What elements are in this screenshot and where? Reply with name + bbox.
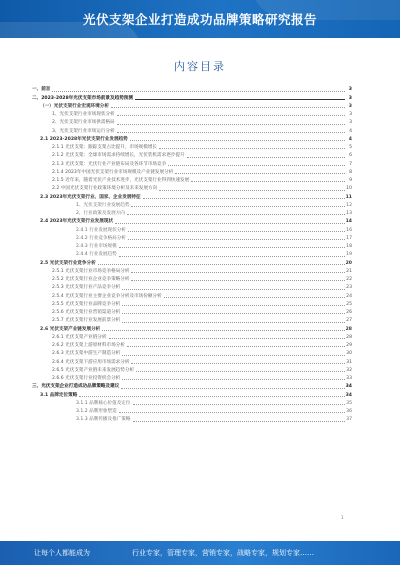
toc-entry-title: 三、光伏支架企业打造成功品牌策略及建议 <box>32 384 120 390</box>
toc-entry-title: 2.4.1 行业发展现状分析 <box>76 227 126 233</box>
toc-entry[interactable] <box>30 126 352 134</box>
toc-entry[interactable] <box>30 110 352 118</box>
toc-entry-title: 3.1.1 品牌核心价值及定位 <box>76 400 131 406</box>
toc-entry-title: 2.5.3 光伏支架行业产品竞争分析 <box>52 285 121 291</box>
toc-entry-title: 2.1.5 近年来，随着光伏产业技术进步，光伏支架行业得到快速发展 <box>52 178 190 183</box>
toc-entry-title: 2.1 2023-2028年光伏支架行业发展趋势 <box>40 136 128 142</box>
toc-entry[interactable] <box>30 184 352 192</box>
toc-entry-title: 2.4.3 行业市场规模 <box>76 244 117 249</box>
toc-entry-title: 2.5.4 光伏支架行业主要企业竞争分析及市场份额分析 <box>52 293 162 299</box>
toc-heading: 内容目录 <box>174 60 226 73</box>
footer-slogan-left: 让每个人都能成为 <box>34 549 90 557</box>
toc-dot-leader <box>135 99 345 100</box>
toc-entry-page: 36 <box>346 409 352 414</box>
toc-entry-page: 3 <box>348 87 352 93</box>
toc-entry[interactable] <box>30 324 352 332</box>
toc-dot-leader <box>127 346 345 347</box>
toc-entry-page: 32 <box>346 367 352 373</box>
toc-entry-title: 2.1.4 2023年中国光伏支架行业市场规模及产业链发展分析 <box>52 169 174 175</box>
toc-entry-page: 3 <box>349 120 352 126</box>
toc-entry-page: 10 <box>346 186 352 192</box>
toc-dot-leader <box>168 165 345 166</box>
toc-entry[interactable] <box>30 366 352 374</box>
toc-entry-page: 30 <box>346 351 352 357</box>
toc-dot-leader <box>131 280 345 281</box>
toc-dot-leader <box>159 190 345 191</box>
toc-entry-title: 2.5.2 光伏支架行业企业竞争策略分析 <box>52 277 130 282</box>
report-title: 光伏支架企业打造成功品牌策略研究报告 <box>82 12 317 27</box>
toc-entry[interactable] <box>30 201 352 209</box>
toc-entry[interactable] <box>30 258 352 266</box>
toc-dot-leader <box>122 379 345 380</box>
toc-entry-title: 1、光伏支架行业发展趋势 <box>76 202 130 208</box>
toc-entry[interactable] <box>30 159 352 167</box>
toc-entry-title: 2.6.3 光伏支架中游生产制造分析 <box>52 351 121 357</box>
toc-entry-title: 2、行业政策及发展方向 <box>76 211 125 216</box>
toc-entry-title: 2.6.1 光伏支架产业链分析 <box>52 334 107 340</box>
page-number: 1 <box>341 515 344 520</box>
toc-entry-title: 2.1.3 光伏支架：光伏行业产业链布局及各环节市场竞争 <box>52 161 167 167</box>
toc-entry[interactable] <box>30 283 352 291</box>
toc-entry-title: 2.5.6 光伏支架行业营销渠道分析 <box>52 310 121 315</box>
toc-dot-leader <box>128 231 345 232</box>
toc-entry-title: 2.5.7 光伏支架行业发展前景分析 <box>52 318 121 324</box>
toc-entry-page: 14 <box>345 219 352 225</box>
toc-dot-leader <box>130 140 345 141</box>
toc-entry-title: 2.4.2 行业竞争格局分析 <box>76 235 126 241</box>
toc-entry[interactable] <box>30 349 352 357</box>
toc-dot-leader <box>111 107 345 108</box>
toc-entry[interactable] <box>30 192 352 200</box>
toc-entry-page: 26 <box>346 310 352 315</box>
toc-entry[interactable] <box>30 275 352 283</box>
toc-entry-page: 9 <box>349 178 352 183</box>
report-header <box>0 0 400 38</box>
toc-entry[interactable] <box>30 168 352 176</box>
toc-entry-title: 2.5.5 光伏支架行业品牌竞争分析 <box>52 301 121 307</box>
toc-entry-title: 3、光伏支架行业市场运行分析 <box>52 128 115 134</box>
toc-entry-page: 33 <box>346 376 352 381</box>
toc-entry-page: 27 <box>346 318 352 324</box>
toc-entry[interactable] <box>30 291 352 299</box>
toc-dot-leader <box>136 371 345 372</box>
toc-entry-page: 37 <box>346 417 352 423</box>
toc-entry-page: 7 <box>349 161 352 167</box>
toc-entry-title: 3.1.3 品牌传播及推广策略 <box>76 417 131 423</box>
toc-dot-leader <box>109 338 346 339</box>
toc-entry[interactable] <box>30 267 352 275</box>
toc-entry-title: 2.1.2 光伏支架：全球市场需求持续增长，光伏装机需求逐步提升 <box>52 153 185 159</box>
toc-entry[interactable] <box>30 135 352 143</box>
toc-entry-page: 28 <box>346 334 352 340</box>
toc-entry[interactable] <box>30 250 352 258</box>
toc-entry[interactable] <box>30 300 352 308</box>
toc-entry-page: 16 <box>346 227 352 233</box>
toc-dot-leader <box>52 91 345 92</box>
toc-entry[interactable] <box>30 176 352 184</box>
toc-entry-page: 12 <box>346 202 352 208</box>
toc-entry-page: 28 <box>345 326 352 332</box>
toc-dot-leader <box>127 214 345 215</box>
toc-entry-title: 3.1 品牌定位策略 <box>40 392 78 398</box>
toc-dot-leader <box>115 223 345 224</box>
toc-entry[interactable] <box>30 225 352 233</box>
toc-entry-title: 2、光伏支架行业市场供需格局 <box>52 120 115 126</box>
toc-entry-title: 1、光伏支架行业市场现状分析 <box>52 112 115 117</box>
toc-entry-title: 2.6 光伏支架产业链发展分析 <box>40 326 101 332</box>
toc-entry[interactable] <box>30 85 352 93</box>
toc-entry-page: 18 <box>346 244 352 249</box>
toc-dot-leader <box>122 355 345 356</box>
toc-entry-title: 2.6.6 光伏支架行业投资机会分析 <box>52 376 121 381</box>
toc-dot-leader <box>119 412 345 413</box>
toc-entry-page: 25 <box>346 301 352 307</box>
toc-entry-title: 2.3 2023年光伏支架行业、国家、企业发展特征 <box>40 194 141 200</box>
footer-slogan-right: 行业专家，管理专家，营销专家，战略专家，规划专家…… <box>132 549 314 557</box>
toc-dot-leader <box>122 305 345 306</box>
toc-entry[interactable] <box>30 93 352 101</box>
toc-dot-leader <box>117 132 345 133</box>
toc-entry-page: 6 <box>349 153 352 159</box>
toc-entry-title: 2.4 2023年光伏支架行业发展现状 <box>40 219 114 225</box>
toc-entry-page: 5 <box>349 145 352 150</box>
toc-entry-title: 二、2023-2028年光伏支架市场前景及趋势预测 <box>32 95 133 101</box>
toc-entry[interactable] <box>30 341 352 349</box>
toc-entry-page: 17 <box>346 235 352 241</box>
toc-entry-page: 3 <box>349 112 352 117</box>
toc-dot-leader <box>122 322 345 323</box>
toc-dot-leader <box>119 247 345 248</box>
toc-dot-leader <box>122 313 345 314</box>
toc-entry[interactable] <box>30 407 352 415</box>
toc-dot-leader <box>117 115 345 116</box>
toc-entry-page: 4 <box>349 128 352 134</box>
toc-entry-title: 2.6.5 光伏支架产业链未来发展趋势分析 <box>52 367 135 373</box>
toc-entry-title: 2.6.2 光伏支架上游原材料市场分析 <box>52 343 125 348</box>
toc-dot-leader <box>131 363 345 364</box>
toc-dot-leader <box>133 421 346 422</box>
toc-dot-leader <box>143 198 345 199</box>
toc-dot-leader <box>187 157 345 158</box>
toc-entry[interactable] <box>30 374 352 382</box>
toc-entry-page: 13 <box>346 211 352 216</box>
table-of-contents <box>30 85 352 423</box>
toc-entry[interactable] <box>30 242 352 250</box>
toc-entry-title: 2.4.4 行业发展趋势 <box>76 252 117 258</box>
toc-entry[interactable] <box>30 316 352 324</box>
toc-entry-page: 31 <box>346 359 352 365</box>
toc-dot-leader <box>117 124 345 125</box>
toc-entry[interactable] <box>30 209 352 217</box>
toc-entry[interactable] <box>30 357 352 365</box>
toc-entry[interactable] <box>30 390 352 398</box>
toc-entry[interactable] <box>30 382 352 390</box>
toc-entry-title: 2.6.4 光伏支架下游应用市场需求分析 <box>52 359 130 365</box>
toc-entry-page: 11 <box>345 194 352 200</box>
toc-entry[interactable] <box>30 399 352 407</box>
toc-entry-title: 一、前言 <box>32 87 51 93</box>
toc-dot-leader <box>119 256 345 257</box>
toc-dot-leader <box>122 289 345 290</box>
toc-entry-page: 35 <box>346 400 352 406</box>
toc-dot-leader <box>131 206 345 207</box>
toc-entry-page: 34 <box>345 392 352 398</box>
toc-entry-page: 20 <box>345 260 352 266</box>
toc-entry-page: 29 <box>346 343 352 348</box>
toc-entry[interactable] <box>30 234 352 242</box>
toc-dot-leader <box>102 330 344 331</box>
toc-dot-leader <box>128 239 345 240</box>
toc-entry-page: 8 <box>349 169 352 175</box>
toc-dot-leader <box>159 148 345 149</box>
toc-entry-page: 23 <box>346 285 352 291</box>
toc-entry-page: 19 <box>346 252 352 258</box>
toc-entry-page: 22 <box>346 277 352 282</box>
toc-entry[interactable] <box>30 151 352 159</box>
toc-entry-page: 3 <box>348 103 352 109</box>
toc-entry-title: 2.5.1 光伏支架行业市场竞争格局分析 <box>52 268 130 274</box>
toc-entry[interactable] <box>30 308 352 316</box>
toc-entry-page: 21 <box>346 268 352 274</box>
toc-entry-page: 34 <box>345 384 352 390</box>
toc-dot-leader <box>164 297 345 298</box>
toc-entry[interactable] <box>30 333 352 341</box>
toc-dot-leader <box>98 264 345 265</box>
toc-entry-title: 2.2 中国光伏支架行业政策环境分析及未来发展方向 <box>52 186 158 192</box>
toc-entry-title: 2.1.1 光伏支架：跟踪支架占比提升，市场规模增长 <box>52 145 158 150</box>
toc-entry-title: 3.1.2 品牌形象塑造 <box>76 409 117 414</box>
toc-entry-page: 4 <box>348 136 352 142</box>
toc-entry[interactable] <box>30 217 352 225</box>
toc-entry-page: 3 <box>348 95 352 101</box>
page-footer <box>0 541 400 565</box>
toc-dot-leader <box>191 181 345 182</box>
toc-dot-leader <box>121 388 344 389</box>
toc-dot-leader <box>133 404 346 405</box>
toc-dot-leader <box>175 173 345 174</box>
toc-entry-title: 2.5 光伏支架行业竞争分析 <box>40 260 96 266</box>
toc-entry[interactable] <box>30 415 352 423</box>
toc-entry[interactable] <box>30 143 352 151</box>
toc-dot-leader <box>131 272 345 273</box>
toc-dot-leader <box>79 396 344 397</box>
toc-entry-page: 24 <box>346 293 352 299</box>
toc-entry[interactable] <box>30 102 352 110</box>
toc-entry[interactable] <box>30 118 352 126</box>
toc-entry-title: （一）光伏支架行业宏观环境分析 <box>40 103 109 109</box>
